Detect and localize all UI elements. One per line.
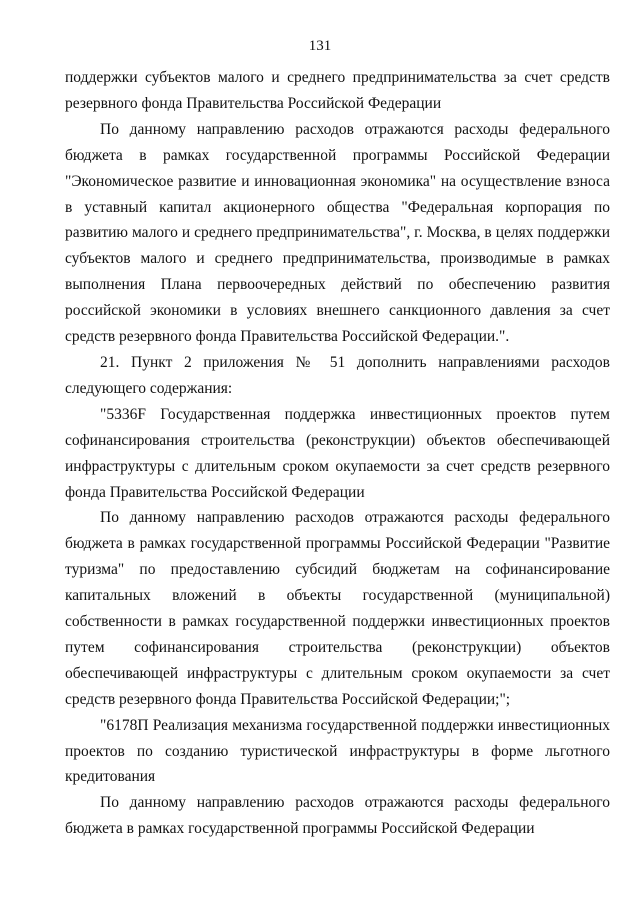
document-body <box>65 65 610 842</box>
paragraph-expense-description-2: По данному направлению расходов отражаются расходы федерального бюджета в рамках государственной программы Российской Федерации "Развитие туризма" по предоставлению субсидий бюджетам на софинансирование капитальных вложений в объекты государственной (муниципальной) собственности в рамках государственной поддержки инвестиционных проектов путем софинансирования строительства (реконструкции) объектов обеспечивающей инфраструктуры с длительным сроком окупаемости за счет средств резервного фонда Правительства Российской Федерации;"; <box>65 509 610 708</box>
paragraph-item-21: 21. Пункт 2 приложения № 51 дополнить направлениями расходов следующего содержания: <box>65 353 610 397</box>
paragraph-expense-description-1: По данному направлению расходов отражаются расходы федерального бюджета в рамках государственной программы Российской Федерации "Экономическое развитие и инновационная экономика" на осуществление взноса в уставный капитал акционерного общества "Федеральная корпорация по развитию малого и среднего предпринимательства", г. Москва, в целях поддержки субъектов малого и среднего предпринимательства, производимые в рамках выполнения Плана первоочередных действий по обеспечению развития российской экономики в условиях внешнего санкционного давления за счет средств резервного фонда Правительства Российской Федерации.". <box>65 120 610 346</box>
page-number: 131 <box>308 38 332 54</box>
paragraph-code-5336F: "5336F Государственная поддержка инвестиционных проектов путем софинансирования строительства (реконструкции) объектов обеспечивающей инфраструктуры с длительным сроком окупаемости за счет средств резервного фонда Правительства Российской Федерации <box>65 405 610 501</box>
paragraph-expense-description-3: По данному направлению расходов отражаются расходы федерального бюджета в рамках государственной программы Российской Федерации <box>65 794 610 838</box>
paragraph-code-6178P: "6178П Реализация механизма государственной поддержки инвестиционных проектов по созданию туристической инфраструктуры в форме льготного кредитования <box>65 716 610 786</box>
paragraph-continuation: поддержки субъектов малого и среднего предпринимательства за счет средств резервного фонда Правительства Российской Федерации <box>65 69 610 112</box>
